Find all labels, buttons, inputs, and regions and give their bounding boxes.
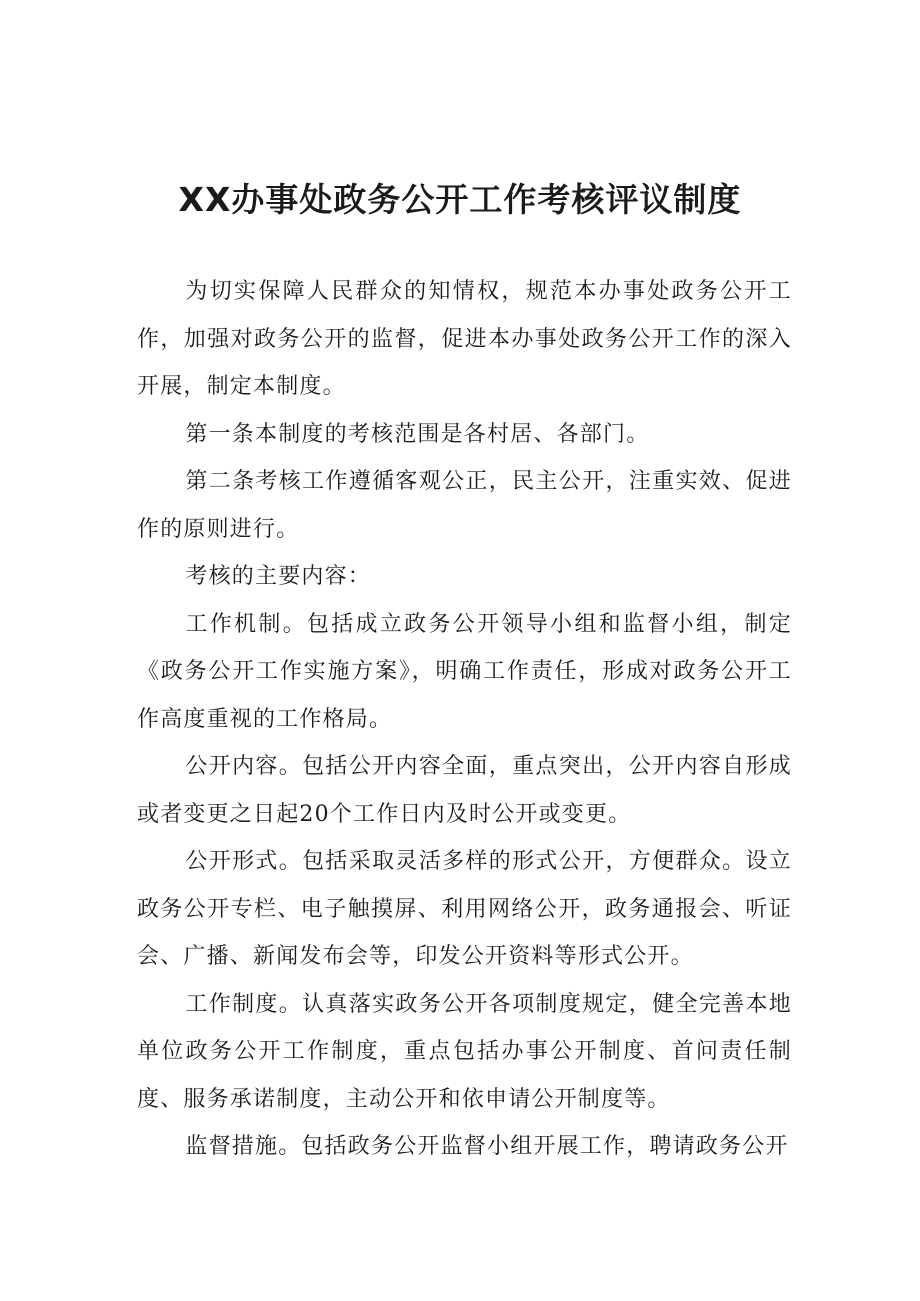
paragraph-work-system: 工作制度。认真落实政务公开各项制度规定，健全完善本地单位政务公开工作制度，重点包括办事公开制度、首问责任制度、服务承诺制度，主动公开和依申请公开制度等。 (137, 991, 792, 1112)
paragraph-work-mechanism: 工作机制。包括成立政务公开领导小组和监督小组，制定《政务公开工作实施方案》，明确工作责任，形成对政务公开工作高度重视的工作格局。 (137, 611, 792, 732)
paragraph-intro: 为切实保障人民群众的知情权，规范本办事处政务公开工作，加强对政务公开的监督，促进本办事处政务公开工作的深入开展，制定本制度。 (137, 279, 792, 399)
paragraph-public-form: 公开形式。包括采取灵活多样的形式公开，方便群众。设立政务公开专栏、电子触摸屏、利用网络公开，政务通报会、听证会、广播、新闻发布会等，印发公开资料等形式公开。 (137, 849, 792, 969)
document-title: XX办事处政务公开工作考核评议制度 (178, 180, 742, 219)
paragraph-main-content-heading: 考核的主要内容： (185, 564, 371, 589)
paragraph-article-1: 第一条本制度的考核范围是各村居、各部门。 (185, 421, 650, 447)
paragraph-public-content: 公开内容。包括公开内容全面，重点突出，公开内容自形成或者变更之日起20个工作日内及时公开或变更。 (137, 754, 792, 827)
document-body (137, 268, 792, 1171)
paragraph-article-2: 第二条考核工作遵循客观公正，民主公开，注重实效、促进作的原则进行。 (137, 469, 792, 542)
paragraph-supervision: 监督措施。包括政务公开监督小组开展工作，聘请政务公开 (185, 1134, 789, 1159)
